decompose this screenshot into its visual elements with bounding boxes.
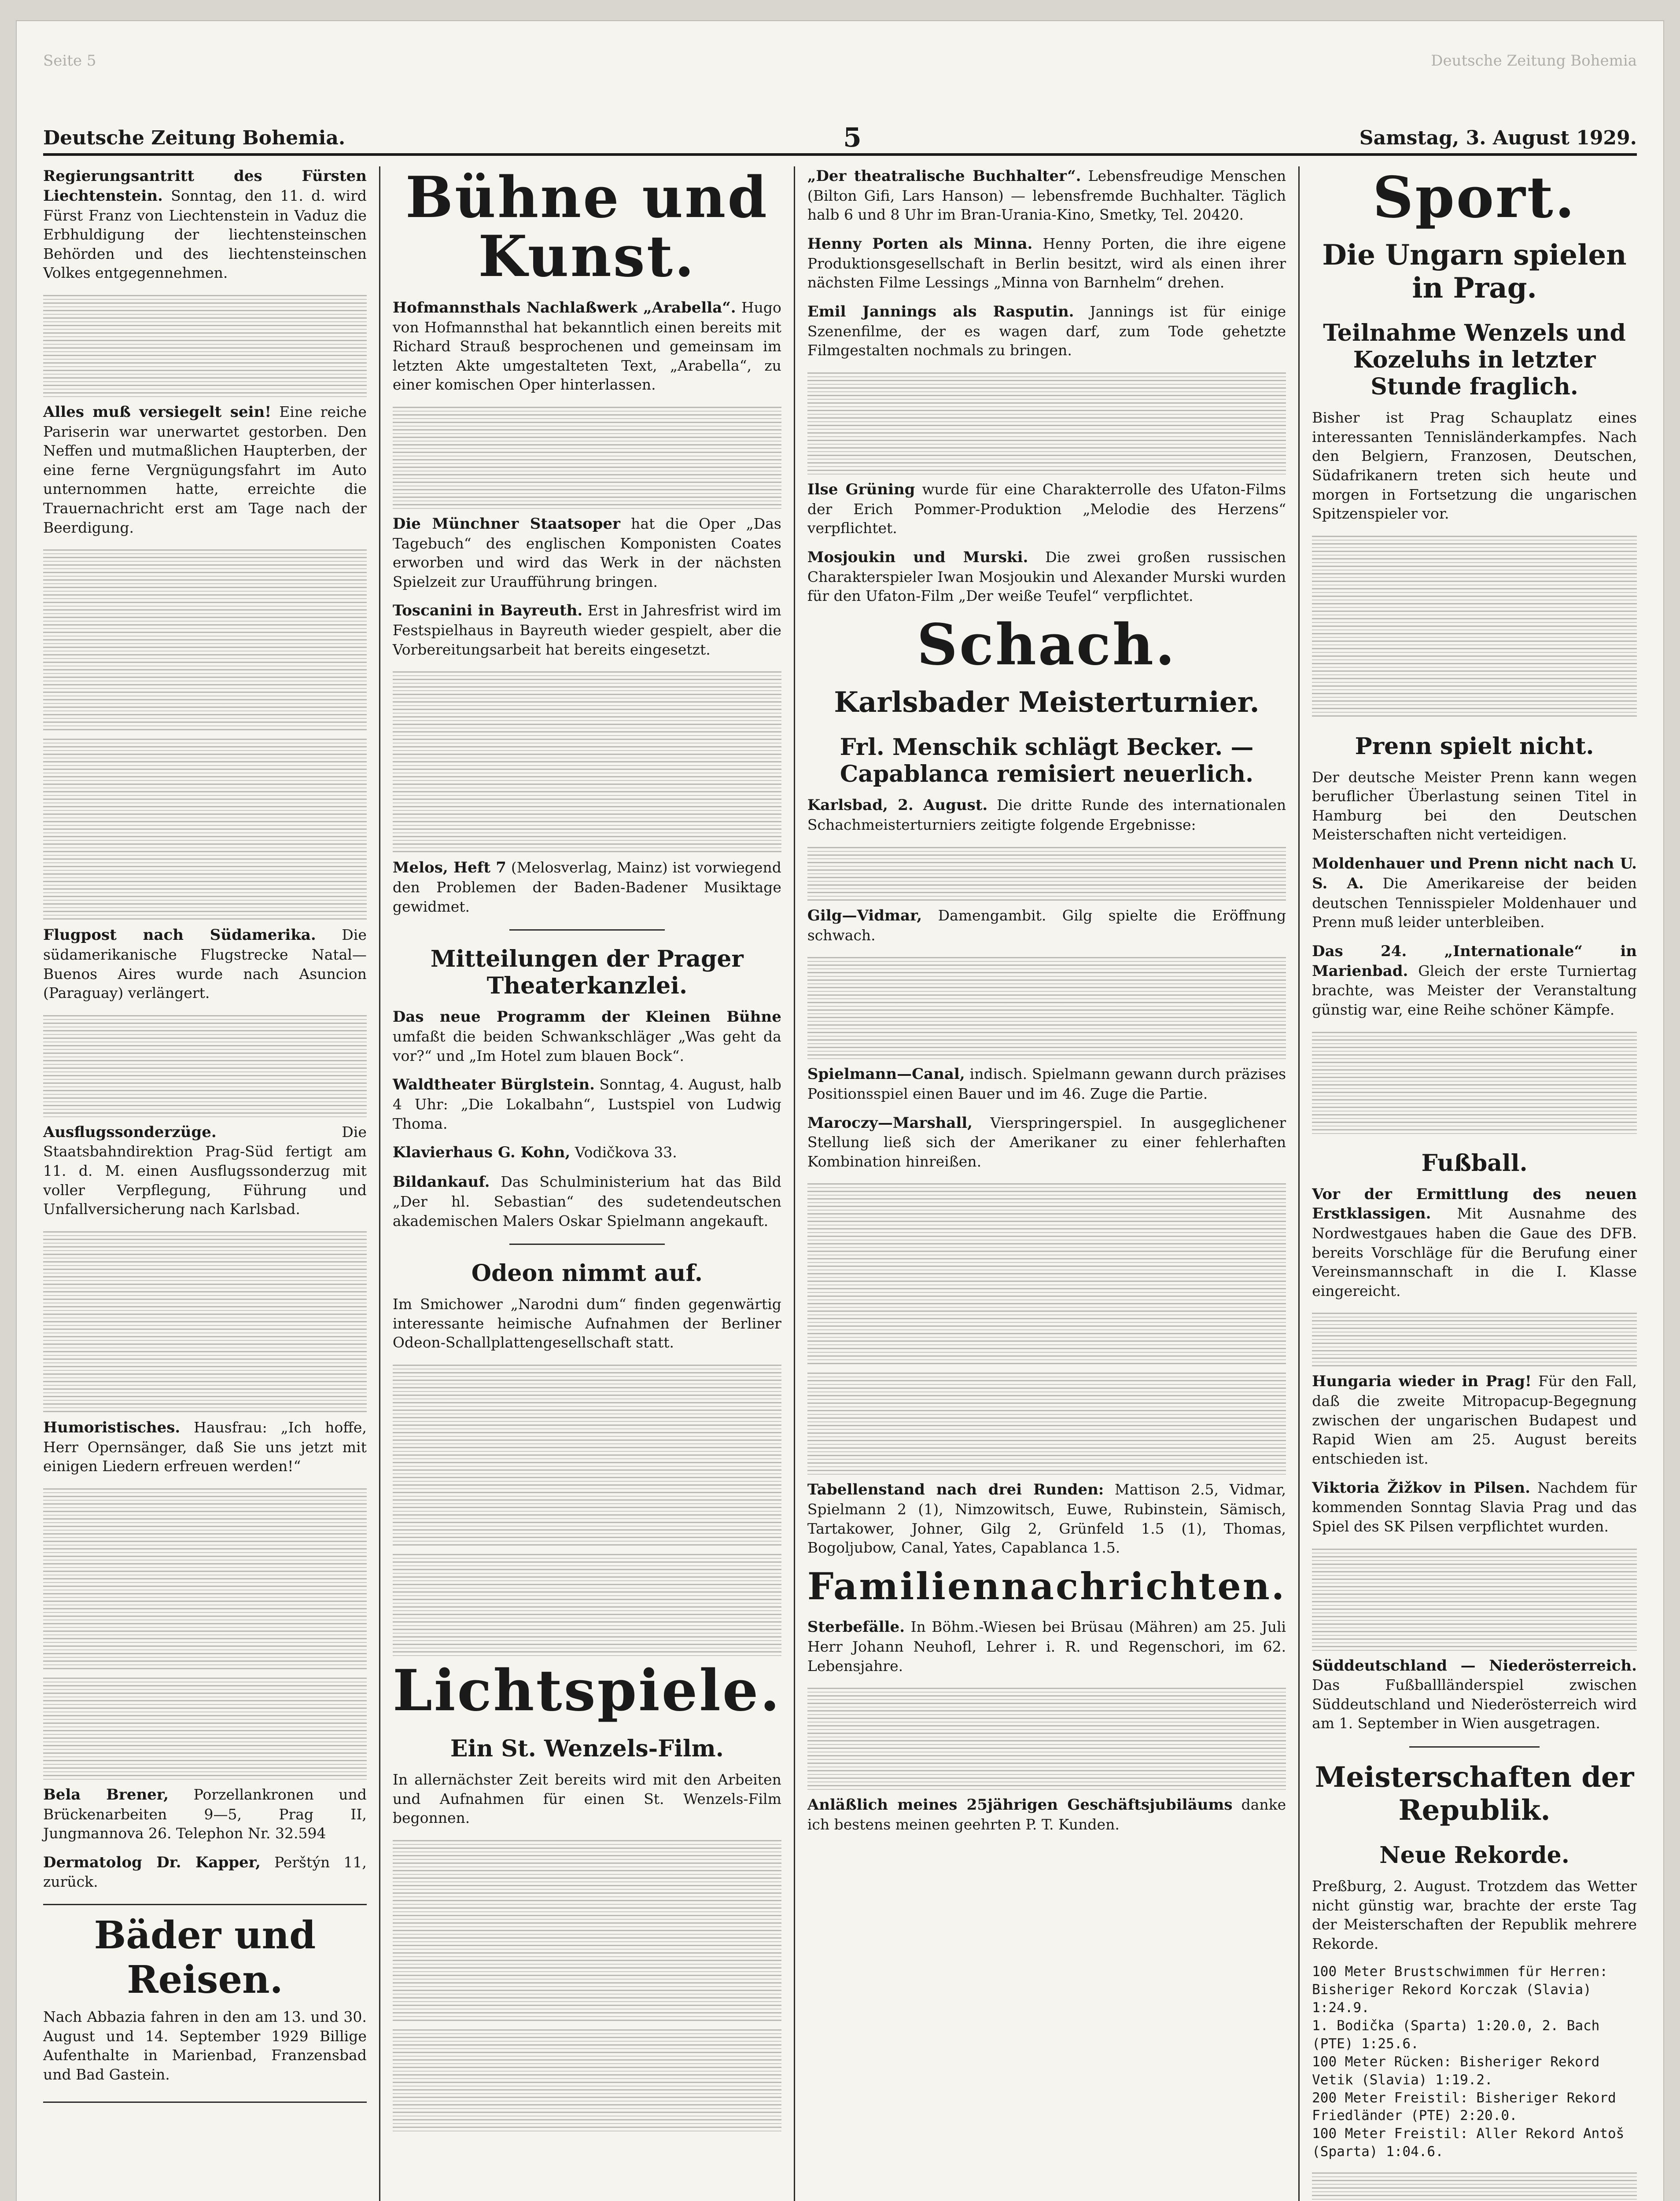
article-body: Bisher ist Prag Schauplatz eines interessanten Tennisländerkampfes. Nach den Belgiern, Franzosen, Deutschen, Südafrikanern treten sich heute und morgen in Fortsetzung die ungarischen Spitzenspieler vor. (1312, 409, 1637, 523)
article (43, 1418, 367, 1476)
article-headline: Süddeutschland — Niederösterreich. (1312, 1656, 1637, 1675)
article (1312, 942, 1637, 1020)
article-body: Erst in Jahresfrist wird im Festspielhaus in Bayreuth wieder gespielt, aber die Vorbereitungsarbeit hat bereits eingesetzt. (392, 602, 781, 658)
article (1312, 1372, 1637, 1468)
advert (43, 1785, 367, 1843)
article-body: Sonntag, den 11. d. wird Fürst Franz von Liechtenstein in Vaduz die Erbhuldigung der liechtensteinschen Behörden und des liechtensteinschen Volkes entgegennehmen. (43, 187, 367, 282)
family-notice-body: In Böhm.-Wiesen bei Brüsau (Mähren) am 25. Juli Herr Johann Neuhofl, Lehrer i. R. und Regenschori, im 62. Lebensjahre. (807, 1618, 1286, 1675)
article-headline: Regierungsantritt des Fürsten Liechtenstein. (43, 167, 367, 205)
article-text-continued (393, 669, 781, 854)
notice-body: Das Schulministerium hat das Bild „Der hl. Sebastian“ des sudetendeutschen akademischen Malers Oskar Spielmann angekauft. (392, 1173, 781, 1229)
article-body: Hausfrau: „Ich hoffe, Herr Opernsänger, daß Sie uns jetzt mit einigen Liedern erfreuen werden!“ (43, 1418, 367, 1475)
advert-body: Porzellankronen und Brückenarbeiten 9—5, Prag II, Jungmannova 26. Telephon Nr. 32.594 (43, 1785, 367, 1842)
article (43, 1123, 367, 1219)
film-text: In allernächster Zeit bereits wird mit den Arbeiten und Aufnahmen für einen St. Wenzels-Film begonnen. (392, 1771, 781, 1827)
article-headline: Hofmannsthals Nachlaßwerk „Arabella“. (392, 298, 736, 317)
family-notice (807, 1795, 1286, 1834)
article-text-continued (43, 736, 367, 921)
result-line: 1. Bodička (Sparta) 1:20.0, 2. Bach (PTE) 1:25.6. (1312, 2017, 1600, 2052)
chess-report-headline: Spielmann—Canal, (807, 1065, 965, 1083)
records-subhead: Neue Rekorde. (1379, 1842, 1569, 1869)
article-text-continued (393, 1362, 781, 1547)
chess-report-body: Die dritte Runde des internationalen Schachmeisterturniers zeitigte folgende Ergebnisse: (807, 796, 1286, 834)
bleed-right: Deutsche Zeitung Bohemia (1431, 52, 1637, 70)
article (393, 601, 781, 659)
issue-date: Samstag, 3. August 1929. (1359, 126, 1637, 149)
advert-body: Perštýn 11, zurück. (43, 1853, 367, 1891)
page-number: 5 (843, 122, 862, 153)
advert-name: Bela Brener, (43, 1785, 169, 1803)
article-body: Jannings ist für einige Szenenfilme, der es wagen darf, zum Tode gehetzte Filmgestalten nochmals zu bringen. (807, 302, 1286, 359)
article-headline: Vor der Ermittlung des neuen Erstklassigen. (1312, 1185, 1637, 1223)
notice-body: Sonntag, 4. August, halb 4 Uhr: „Die Lokalbahn“, Lustspiel von Ludwig Thoma. (392, 1076, 781, 1132)
article-headline: Henny Porten als Minna. (807, 235, 1033, 253)
article-text-continued (1312, 1310, 1637, 1367)
article-text-continued (43, 1229, 367, 1413)
travel-section (43, 1904, 367, 2103)
article (393, 514, 781, 592)
article-body: Die südamerikanische Flugstrecke Natal—Buenos Aires wurde nach Asuncion (Paraguay) verlängert. (43, 926, 367, 1002)
chess-report (807, 1064, 1286, 1103)
notice (393, 1172, 781, 1230)
article-headline: Toscanini in Bayreuth. (392, 602, 583, 620)
section-title-schach: Schach. (917, 611, 1177, 678)
article-headline: Moldenhauer und Prenn nicht nach U. S. A. (1312, 854, 1637, 892)
travel-section-title: Bäder und Reisen. (94, 1913, 316, 2002)
chess-report (807, 1113, 1286, 1171)
article-text-continued (1312, 1029, 1637, 1135)
article-headline: Alles muß versiegelt sein! (43, 403, 272, 421)
result-line: 200 Meter Freistil: Bisheriger Rekord Friedländer (PTE) 2:20.0. (1312, 2090, 1616, 2124)
result-line: 100 Meter Rücken: Bisheriger Rekord Vetik (Slavia) 1:19.2. (1312, 2054, 1600, 2088)
section-title-buehne: Bühne und Kunst. (405, 165, 769, 290)
article (43, 925, 367, 1003)
article (393, 298, 781, 394)
article-headline: Humoristisches. (43, 1418, 181, 1436)
chess-report-body: Damengambit. Gilg spielte die Eröffnung schwach. (807, 906, 1286, 944)
article-headline: Ilse Grüning (807, 480, 915, 498)
article-body: Lebensfreudige Menschen (Bilton Gifi, Lars Hanson) — lebensfremde Buchhalter. Täglich halb 6 und 8 Uhr im Bran-Urania-Kino, Smetky, Tel. 20420. (807, 167, 1286, 224)
notice-headline: Bildankauf. (392, 1173, 490, 1191)
family-notice-headline: Anläßlich meines 25jährigen Geschäftsjubiläums (807, 1796, 1233, 1814)
newspaper-page (17, 21, 1663, 2201)
article-text-continued (1312, 2170, 1637, 2201)
sport-lead-subhead: Teilnahme Wenzels und Kozeluhs in letzter Stunde fraglich. (1323, 320, 1626, 401)
masthead (43, 122, 1637, 156)
article-text-continued (43, 1675, 367, 1781)
chess-report-body: Vierspringerspiel. In ausgeglichener Stellung ließ sich der Amerikaner zu einer fehlerhaften Kombination hinreißen. (807, 1114, 1286, 1170)
notice (393, 1007, 781, 1065)
article-text-continued (393, 1551, 781, 1657)
odeon-text: Im Smichower „Narodni dum“ finden gegenwärtig interessante heimische Aufnahmen der Berliner Odeon-Schallplattengesellschaft statt. (392, 1296, 781, 1351)
records-title: Meisterschaften der Republik. (1315, 1761, 1634, 1827)
notice-headline: Klavierhaus G. Kohn, (392, 1144, 571, 1162)
column-4 (1300, 166, 1637, 2201)
section-title-sport: Sport. (1372, 165, 1577, 231)
article-text-continued (43, 547, 367, 732)
article-headline: Ausflugssonderzüge. (43, 1123, 217, 1141)
article-body: Eine reiche Pariserin war unerwartet gestorben. Den Neffen und mutmaßlichen Haupterben, der eine ferne Vergnügungsfahrt im Auto unternommen hatte, erreichte die Trauernachricht erst am Tage nach der Beerdigung. (43, 403, 367, 536)
article (1312, 1185, 1637, 1301)
article-headline: Mosjoukin und Murski. (807, 548, 1028, 566)
article-body: Das Fußballländerspiel zwischen Süddeutschland und Niederösterreich wird am 1. September in Wien ausgetragen. (1312, 1676, 1637, 1732)
article-headline: „Der theatralische Buchhalter“. (807, 167, 1081, 185)
notice-headline: Das neue Programm der Kleinen Bühne (392, 1008, 781, 1026)
prenn-title: Prenn spielt nicht. (1355, 732, 1594, 760)
article-body: Der deutsche Meister Prenn kann wegen beruflicher Überlastung seinen Titel in Hamburg bei den Deutschen Meisterschaften nicht verteidigen. (1312, 768, 1637, 843)
article-text-continued (43, 292, 367, 398)
article-body: Mit Ausnahme des Nordwestgaues haben die Gaue des DFB. bereits Vorschläge für die Berufung einer Vereinsmannschaft in die I. Klasse eingereicht. (1312, 1205, 1637, 1299)
result-line: 100 Meter Brustschwimmen für Herren: Bisheriger Rekord Korczak (Slavia) 1:24.9. (1312, 1964, 1608, 2016)
bleed-left: Seite 5 (43, 52, 96, 70)
article-headline: Flugpost nach Südamerika. (43, 926, 316, 944)
chess-standings-body: Mattison 2.5, Vidmar, Spielmann 2 (1), Nimzowitsch, Euwe, Rubinstein, Sämisch, Tartakower, Johner, Gilg 2, Grünfeld 1.5 (1), Thomas, Bogoljubow, Canal, Yates, Capablanca 1.5. (807, 1481, 1286, 1557)
chess-report-body: indisch. Spielmann gewann durch präzises Positionsspiel einen Bauer und im 46. Zuge die Partie. (807, 1065, 1286, 1102)
advert (43, 1853, 367, 1892)
article-body: Henny Porten, die ihre eigene Produktionsgesellschaft in Berlin besitzt, wird als einen ihrer nächsten Filme Lessings „Minna von Barnhelm“ drehen. (807, 235, 1286, 291)
odeon-title: Odeon nimmt auf. (471, 1260, 703, 1287)
article-text-continued (43, 1486, 367, 1671)
article-headline: Hungaria wieder in Prag! (1312, 1373, 1532, 1391)
football-title: Fußball. (1421, 1149, 1528, 1177)
section-title-lichtspiele: Lichtspiele. (392, 1657, 781, 1724)
bleed-through-header (43, 52, 1637, 78)
chess-tournament-title: Karlsbader Meisterturnier. (834, 686, 1260, 719)
article (807, 166, 1286, 225)
article-text-continued (807, 1685, 1286, 1791)
article-headline: Die Münchner Staatsoper (392, 515, 620, 533)
article-text-continued (807, 1181, 1286, 1366)
article (393, 858, 781, 916)
article (807, 548, 1286, 606)
divider (509, 929, 665, 931)
article-body: Die zwei großen russischen Charakterspieler Iwan Mosjoukin und Alexander Murski wurden für den Ufaton-Film „Der weiße Teufel“ verpflichtet. (807, 548, 1286, 605)
article-headline: Emil Jannings als Rasputin. (807, 302, 1074, 320)
article-text-continued (807, 954, 1286, 1060)
advert-name: Dermatolog Dr. Kapper, (43, 1853, 261, 1871)
chess-report-headline: Gilg—Vidmar, (807, 906, 922, 924)
chess-standings (807, 1480, 1286, 1557)
article-text-continued (43, 1012, 367, 1118)
article-headline: Das 24. „Internationale“ in Marienbad. (1312, 942, 1637, 980)
film-subhead: Ein St. Wenzels-Film. (450, 1735, 724, 1763)
section-title-familie: Familiennachrichten. (807, 1564, 1286, 1608)
family-notice (807, 1617, 1286, 1675)
article-body: Für den Fall, daß die zweite Mitropacup-Begegnung zwischen der ungarischen Budapest und Rapid Wien am 25. August bereits entschieden ist. (1312, 1373, 1637, 1467)
article (1312, 1656, 1637, 1734)
chess-report-headline: Karlsbad, 2. August. (807, 796, 988, 814)
records-intro: Preßburg, 2. August. Trotzdem das Wetter nicht günstig war, brachte der erste Tag der Meisterschaften der Republik mehrere Rekorde. (1312, 1877, 1637, 1952)
article-text-continued (807, 1370, 1286, 1476)
article (1312, 854, 1637, 932)
article-text-continued (1312, 533, 1637, 718)
notice-body: umfaßt die beiden Schwankschläger „Was geht da vor?“ und „Im Hotel zum blauen Bock“. (392, 1028, 781, 1064)
paper-name: Deutsche Zeitung Bohemia. (43, 126, 346, 149)
article (807, 302, 1286, 360)
chess-subhead: Frl. Menschik schlägt Becker. — Capablanca remisiert neuerlich. (840, 734, 1254, 788)
notice (393, 1075, 781, 1133)
article-body: Die Amerikareise der beiden deutschen Tennisspieler Moldenhauer und Prenn muß leider unterbleiben. (1312, 874, 1637, 931)
article (1312, 1478, 1637, 1536)
travel-text: Nach Abbazia fahren in den am 13. und 30. August und 14. September 1929 Billige Aufenthalte in Marienbad, Franzensbad und Bad Gastein. (43, 2008, 367, 2083)
results-list (1312, 1963, 1637, 2161)
article (43, 166, 367, 283)
notice-headline: Waldtheater Bürglstein. (392, 1076, 595, 1094)
article-body: Die Staatsbahndirektion Prag-Süd fertigt am 11. d. M. einen Ausflugssonderzug mit voller Verpflegung, Führung und Unfallversicherung nach Karlsbad. (43, 1123, 367, 1218)
column-3 (795, 166, 1300, 2201)
article-text-continued (393, 1837, 781, 2022)
article (807, 234, 1286, 292)
notice (393, 1143, 781, 1163)
article-body: Nachdem für kommenden Sonntag Slavia Prag und das Spiel des SK Pilsen verpflichtet wurden. (1312, 1479, 1637, 1535)
article-body: (Melosverlag, Mainz) ist vorwiegend den Problemen der Baden-Badener Musiktage gewidmet. (392, 859, 781, 915)
sport-lead-title: Die Ungarn spielen in Prag. (1322, 239, 1627, 305)
article-body: Hugo von Hofmannsthal hat bekanntlich einen bereits mit Richard Strauß besprochenen und gemeinsam im letzten Akte umgestalteten Text, „Arabella“, zu einer komischen Oper hinterlassen. (392, 298, 781, 394)
article-headline: Melos, Heft 7 (392, 859, 506, 877)
chess-report (807, 795, 1286, 834)
divider (1409, 1746, 1539, 1748)
family-notice-body: danke ich bestens meinen geehrten P. T. Kunden. (807, 1796, 1286, 1833)
article-body: wurde für eine Charakterrolle des Ufaton-Films der Erich Pommer-Produktion „Melodie des Herzens“ verpflichtet. (807, 480, 1286, 537)
article-text-continued (807, 370, 1286, 475)
chess-report (807, 906, 1286, 945)
chess-standings-headline: Tabellenstand nach drei Runden: (807, 1481, 1104, 1499)
chess-report-headline: Maroczy—Marshall, (807, 1114, 973, 1132)
columns (43, 166, 1637, 2201)
family-notice-headline: Sterbefälle. (807, 1618, 905, 1636)
article-text-continued (393, 404, 781, 510)
article-text-continued (807, 844, 1286, 902)
column-2 (380, 166, 795, 2201)
article (43, 402, 367, 537)
article-text-continued (393, 2027, 781, 2132)
result-line: 100 Meter Freistil: Aller Rekord Antoš (Sparta) 1:04.6. (1312, 2126, 1625, 2160)
article (807, 480, 1286, 538)
article-body: hat die Oper „Das Tagebuch“ des englischen Komponisten Coates erworben und wird das Werk in der nächsten Spielzeit zur Uraufführung bringen. (392, 515, 781, 590)
divider (509, 1244, 665, 1245)
notice-body: Vodičkova 33. (575, 1144, 677, 1161)
theater-notice-title: Mitteilungen der Prager Theaterkanzlei. (430, 946, 744, 1000)
column-1 (43, 166, 380, 2201)
article-headline: Viktoria Žižkov in Pilsen. (1312, 1479, 1530, 1497)
article-body: Gleich der erste Turniertag brachte, was Meister der Veranstaltung günstig war, eine Reihe schöner Kämpfe. (1312, 962, 1637, 1018)
article-text-continued (1312, 1546, 1637, 1652)
